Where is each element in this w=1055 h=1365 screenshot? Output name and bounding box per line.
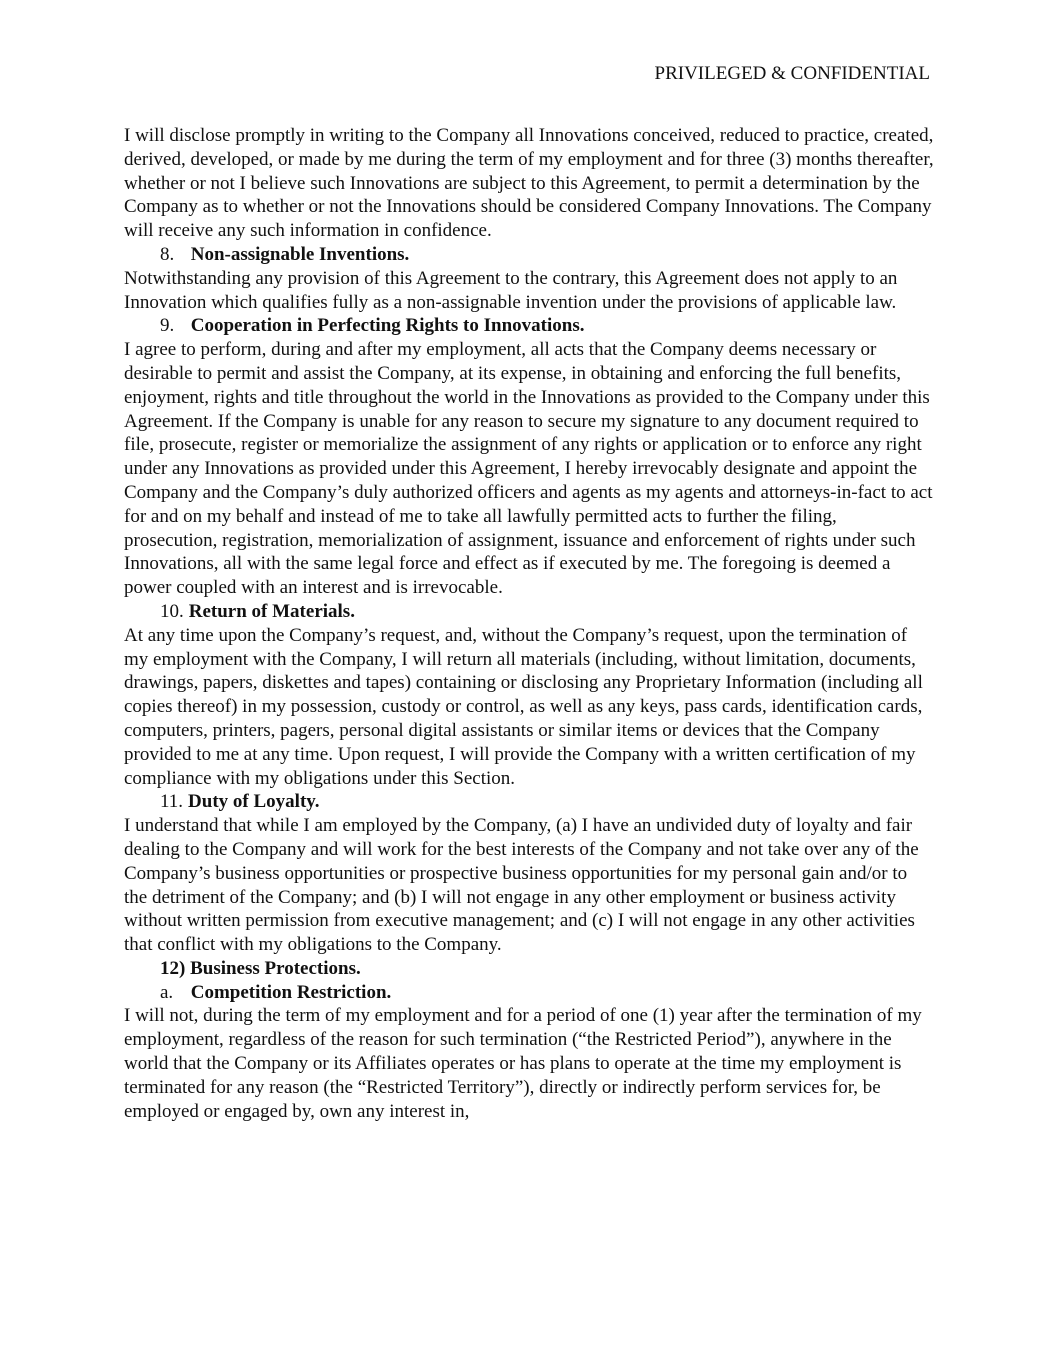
section-number: 8. [160,243,175,265]
document-body [124,124,934,1123]
subsection-title: Competition Restriction. [190,981,392,1003]
section-number: 9. [160,315,175,337]
confidentiality-header: PRIVILEGED & CONFIDENTIAL [654,63,930,84]
section-title: Return of Materials. [188,600,355,622]
section-heading-12 [124,957,934,981]
section-heading-8 [124,243,934,267]
section-title: 12) Business Protections. [160,957,361,979]
section-heading-10 [124,600,934,624]
section-body-10: At any time upon the Company’s request, and, without the Company’s request, upon the termination of my employment with the Company, I will return all materials (including, without limitation, documents, drawings, papers, diskettes and tapes) containing or disclosing any Proprietary Information (including all copies thereof) in my possession, custody or control, as well as any keys, pass cards, identification cards, computers, printers, pagers, personal digital assistants or similar items or devices that the Company provided to me at any time. Upon request, I will provide the Company with a written certification of my compliance with my obligations under this Section. [124,624,923,789]
section-number: 11. [160,791,184,813]
section-title: Cooperation in Perfecting Rights to Innovations. [190,315,585,337]
intro-paragraph: I will disclose promptly in writing to the Company all Innovations conceived, reduced to practice, created, derived, developed, or made by me during the term of my employment and for three (3) months thereafter, whether or not I believe such Innovations are subject to this Agreement, to permit a determination by the Company as to whether or not the Innovations should be considered Company Innovations. The Company will receive any such information in confidence. [124,125,934,242]
section-title: Duty of Loyalty. [188,791,320,813]
section-number: 10. [160,600,184,622]
section-heading-11 [124,790,934,814]
subsection-letter: a. [160,981,174,1003]
subsection-body-12a: I will not, during the term of my employment and for a period of one (1) year after the termination of my employment, regardless of the reason for such termination (“the Restricted Period”), anywhere in the world that the Company or its Affiliates operates or has plans to operate at the time my employment is terminated for any reason (the “Restricted Territory”), directly or indirectly perform services for, be employed or engaged by, own any interest in, [124,1005,922,1122]
section-body-11: I understand that while I am employed by the Company, (a) I have an undivided duty of loyalty and fair dealing to the Company and will work for the best interests of the Company and not take over any of the Company’s business opportunities or prospective business opportunities for my personal gain and/or to the detriment of the Company; and (b) I will not engage in any other employment or business activity without written permission from executive management; and (c) I will not engage in any other activities that conflict with my obligations to the Company. [124,815,919,956]
section-heading-9 [124,314,934,338]
section-body-9: I agree to perform, during and after my employment, all acts that the Company deems necessary or desirable to permit and assist the Company, at its expense, in obtaining and enforcing the full benefits, enjoyment, rights and title throughout the world in the Innovations as provided to the Company under this Agreement. If the Company is unable for any reason to secure my signature to any document required to file, prosecute, register or memorialize the assignment of any rights or application or to enforce any right under any Innovations as provided under this Agreement, I hereby irrevocably designate and appoint the Company and the Company’s duly authorized officers and agents as my agents and attorneys-in-fact to act for and on my behalf and instead of me to take all lawfully permitted acts to further the filing, prosecution, registration, memorialization of assignment, issuance and enforcement of rights under such Innovations, all with the same legal force and effect as if executed by me. The foregoing is deemed a power coupled with an interest and is irrevocable. [124,339,933,599]
section-body-8: Notwithstanding any provision of this Agreement to the contrary, this Agreement does not apply to an Innovation which qualifies fully as a non-assignable invention under the provisions of applicable law. [124,267,898,313]
subsection-heading-12a [124,981,934,1005]
section-title: Non-assignable Inventions. [190,243,410,265]
